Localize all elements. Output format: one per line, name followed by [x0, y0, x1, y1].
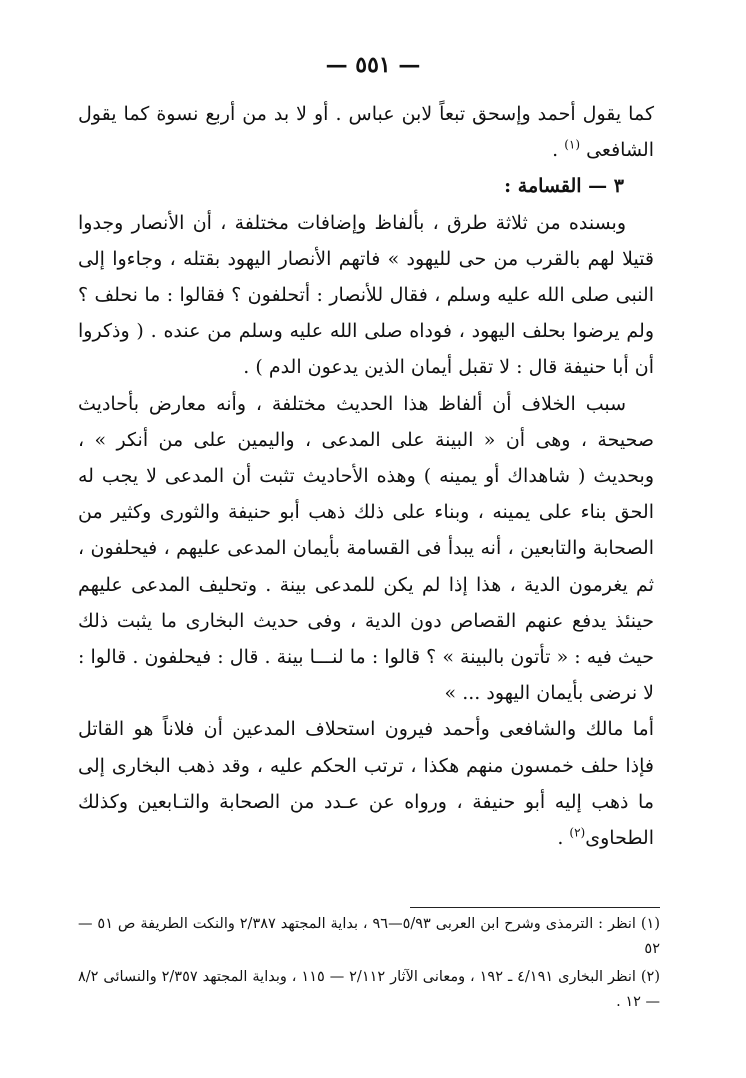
- intro-end: .: [552, 139, 565, 162]
- footnote-divider: [410, 907, 660, 908]
- paragraph-3-text: أما مالك والشافعى وأحمد فيرون استحلاف المدعين أن فلاناً هو القاتل فإذا حلف خمسون منهم هكذا ، ترتب الحكم عليه ، وقد ذهب البخارى إلى ما ذهب إليه أبو حنيفة ، ورواه عن عـدد من الصحابة والتـابعين وكذلك الطحاوى: [78, 718, 654, 850]
- intro-paragraph: [78, 96, 654, 168]
- footnote-ref-1: (١): [564, 137, 581, 152]
- paragraph-3-end: .: [557, 827, 570, 850]
- footnote-1: (١) انظر : الترمذى وشرح ابن العربى ٥/٩٣—٩٦ ، بداية المجتهد ٢/٣٨٧ والنكت الطريفة ص ٥١ — ٥٢: [78, 916, 660, 957]
- page-number: — ٥٥١ —: [325, 52, 421, 78]
- intro-text: كما يقول أحمد وإسحق تبعاً لابن عباس . أو لا بد من أربع نسوة كما يقول الشافعى: [78, 103, 654, 162]
- footnotes: [78, 912, 660, 1018]
- section-heading: ٣ — القسامة :: [504, 175, 624, 198]
- footnote-2: (٢) انظر البخارى ٤/١٩١ ـ ١٩٢ ، ومعانى الآثار ٢/١١٢ — ١١٥ ، وبداية المجتهد ٢/٣٥٧ والنسائى ٨/٢ — ١٢ .: [78, 969, 660, 1010]
- footnote-ref-2: (٢): [569, 825, 586, 840]
- main-text: [78, 96, 654, 856]
- paragraph-1: وبسنده من ثلاثة طرق ، بألفاظ وإضافات مختلفة ، أن الأنصار وجدوا قتيلا لهم بالقرب من حى لليهود » فاتهم الأنصار اليهود بقتله ، وجاءوا إلى النبى صلى الله عليه وسلم ، فقال للأنصار : أتحلفون ؟ فقالوا : ما نحلف ؟ ولم يرضوا بحلف اليهود ، فوداه صلى الله عليه وسلم من عنده . ( وذكروا أن أبا حنيفة قال : لا تقبل أيمان الذين يدعون الدم ) .: [78, 211, 654, 379]
- paragraph-2: سبب الخلاف أن ألفاظ هذا الحديث مختلفة ، وأنه معارض بأحاديث صحيحة ، وهى أن « البينة على المدعى ، واليمين على من أنكر » ، وبحديث ( شاهداك أو يمينه ) وهذه الأحاديث تثبت أن المدعى لا يجب له الحق بناء على يمينه ، وبناء على ذلك ذهب أبو حنيفة والثورى وكثير من الصحابة والتابعين ، أنه يبدأ فى القسامة بأيمان المدعى عليهم ، فيحلفون ، ثم يغرمون الدية ، هذا إذا لم يكن للمدعى بينة . وتحليف المدعى عليهم حينئذ يدفع عنهم القصاص دون الدية ، وفى حديث البخارى ما يثبت ذلك حيث فيه : « تأتون بالبينة » ؟ قالوا : ما لنـــا بينة . قال : فيحلفون . قالوا : لا نرضى بأيمان اليهود ... »: [78, 392, 654, 705]
- paragraph-3: [78, 711, 654, 856]
